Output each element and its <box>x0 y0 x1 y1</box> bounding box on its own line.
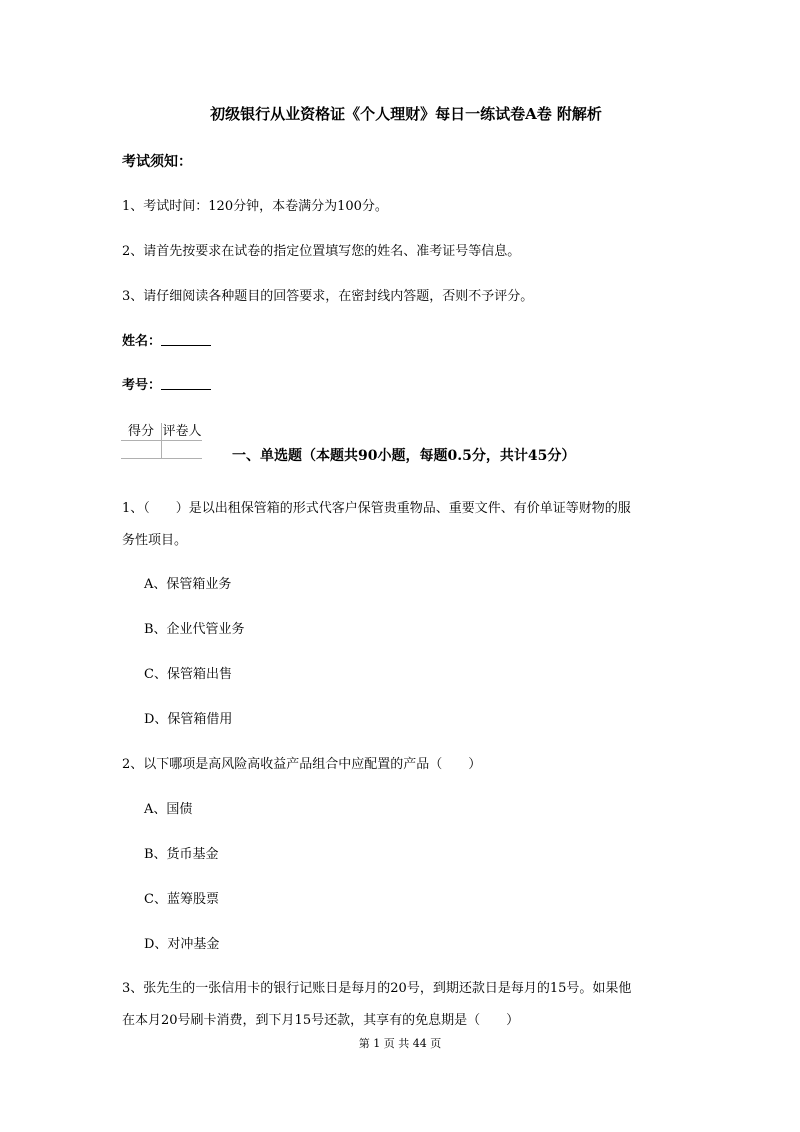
exam-id-blank-line[interactable] <box>161 388 211 390</box>
question-stem: 3、张先生的一张信用卡的银行记账日是每月的20号，到期还款日是每月的15号。如果他 <box>122 981 632 996</box>
page-number: 第 1 页 共 44 页 <box>358 1037 442 1050</box>
score-cell <box>121 441 162 459</box>
option-d: D、对冲基金 <box>144 937 220 952</box>
name-field <box>122 330 211 349</box>
section-title: 一、单选题（本题共90小题，每题0.5分，共计45分） <box>232 448 576 464</box>
option-b: B、企业代管业务 <box>144 622 245 637</box>
question-stem: 1、（ ）是以出租保管箱的形式代客户保管贵重物品、重要文件、有价单证等财物的服 <box>122 501 631 516</box>
notice-item: 3、请仔细阅读各种题目的回答要求，在密封线内答题，否则不予评分。 <box>122 289 534 304</box>
grader-cell <box>162 441 203 459</box>
option-a: A、国债 <box>144 802 193 817</box>
question-stem-continued: 在本月20号刷卡消费，到下月15号还款，其享有的免息期是（ ） <box>122 1013 520 1028</box>
option-d: D、保管箱借用 <box>144 712 233 727</box>
name-label: 姓名： <box>122 334 162 349</box>
name-blank-line[interactable] <box>161 344 211 346</box>
option-a: A、保管箱业务 <box>144 577 232 592</box>
notice-item: 2、请首先按要求在试卷的指定位置填写您的姓名、准考证号等信息。 <box>122 244 521 259</box>
score-header: 得分 <box>121 423 162 441</box>
option-c: C、保管箱出售 <box>144 667 232 682</box>
score-table <box>121 423 202 459</box>
question-stem-continued: 务性项目。 <box>122 533 188 548</box>
option-b: B、货币基金 <box>144 847 219 862</box>
document-title: 初级银行从业资格证《个人理财》每日一练试卷A卷 附解析 <box>210 105 602 123</box>
grader-header: 评卷人 <box>162 424 202 439</box>
exam-id-label: 考号： <box>122 378 162 393</box>
option-c: C、蓝筹股票 <box>144 892 219 907</box>
question-stem: 2、以下哪项是高风险高收益产品组合中应配置的产品（ ） <box>122 757 482 772</box>
notice-heading: 考试须知： <box>122 154 192 170</box>
exam-id-field <box>122 374 211 393</box>
notice-item: 1、考试时间：120分钟，本卷满分为100分。 <box>122 199 388 214</box>
